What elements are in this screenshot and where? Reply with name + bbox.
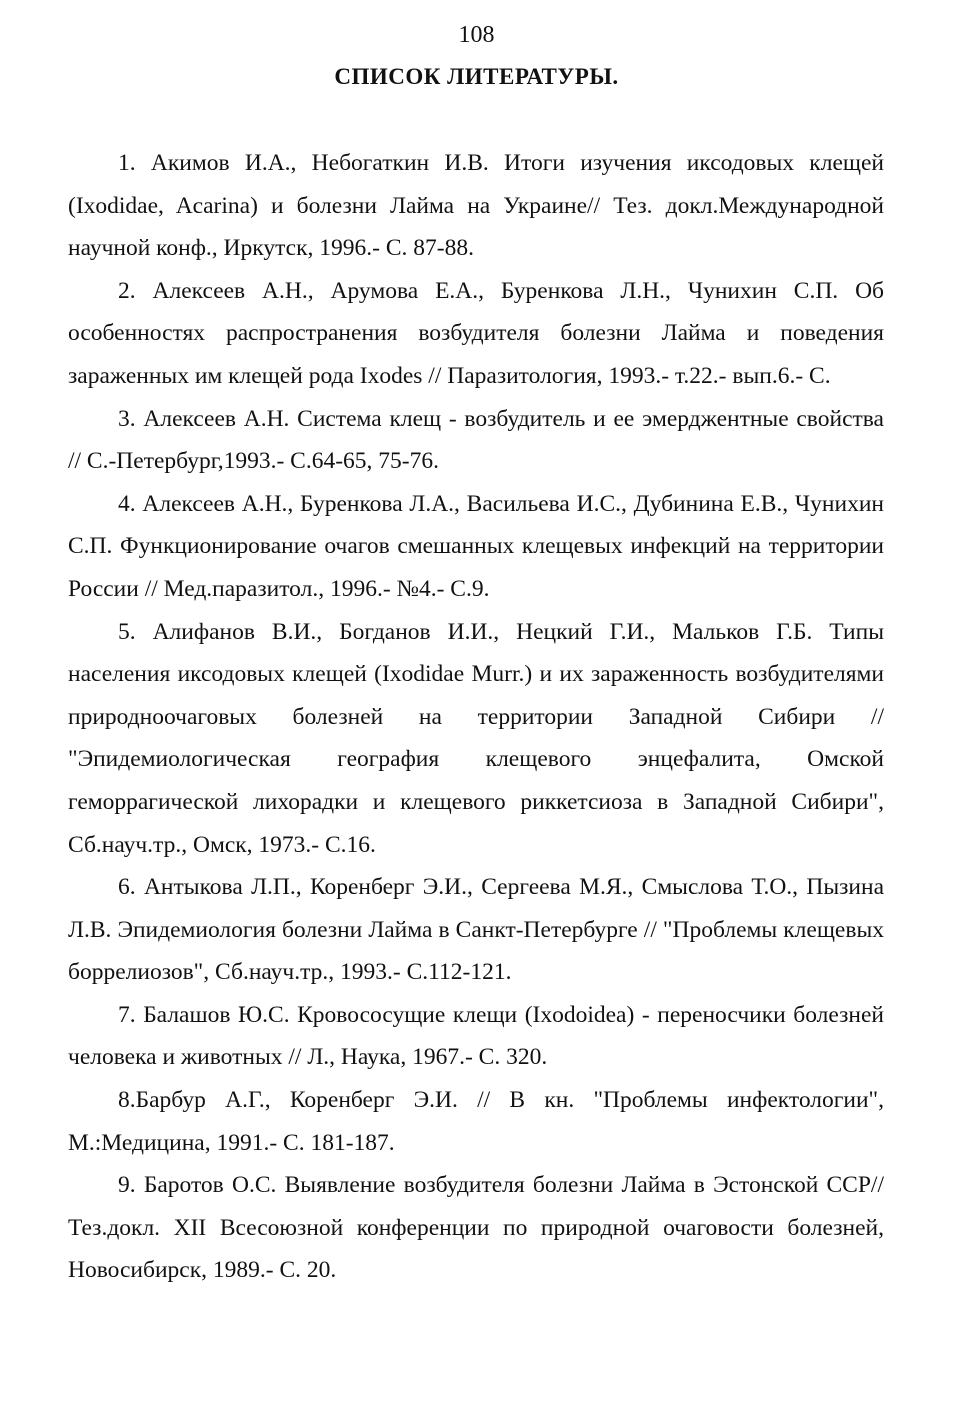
reference-list xyxy=(68,142,884,1292)
reference-item: 5. Алифанов В.И., Богданов И.И., Нецкий Г.И., Мальков Г.Б. Типы населения иксодовых клещей (Ixodidae Murr.) и их зараженность возбудителями природноочаговых болезней на территории Западной Сибири // "Эпидемиологическая география клещевого энцефалита, Омской геморрагической лихорадки и клещевого риккетсиоза в Западной Сибири", Сб.науч.тр., Омск, 1973.- С.16. xyxy=(68,618,884,858)
reference-item: 4. Алексеев А.Н., Буренкова Л.А., Васильева И.С., Дубинина Е.В., Чунихин С.П. Функционирование очагов смешанных клещевых инфекций на территории России // Мед.паразитол., 1996.- №4.- С.9. xyxy=(68,490,884,602)
reference-item: 3. Алексеев А.Н. Система клещ - возбудитель и ее эмерджентные свойства // С.-Петербург,1993.- С.64-65, 75-76. xyxy=(68,405,884,475)
reference-item: 1. Акимов И.А., Небогаткин И.В. Итоги изучения иксодовых клещей (Ixodidae, Acarina) и болезни Лайма на Украине// Тез. докл.Международной научной конф., Иркутск, 1996.- С. 87-88. xyxy=(68,150,884,262)
reference-item: 7. Балашов Ю.С. Кровососущие клещи (Ixodoidea) - переносчики болезней человека и животных // Л., Наука, 1967.- С. 320. xyxy=(68,1001,884,1071)
reference-item: 6. Антыкова Л.П., Коренберг Э.И., Сергеева М.Я., Смыслова Т.О., Пызина Л.В. Эпидемиология болезни Лайма в Санкт-Петербурге // "Проблемы клещевых боррелиозов", Сб.науч.тр., 1993.- С.112-121. xyxy=(68,874,884,986)
page-number: 108 xyxy=(458,22,495,48)
reference-item: 9. Баротов О.С. Выявление возбудителя болезни Лайма в Эстонской ССР// Тез.докл. XII Всесоюзной конференции по природной очаговости болезней, Новосибирск, 1989.- С. 20. xyxy=(68,1172,884,1284)
reference-item: 2. Алексеев А.Н., Арумова Е.А., Буренкова Л.Н., Чунихин С.П. Об особенностях распространения возбудителя болезни Лайма и поведения зараженных им клещей рода Ixodes // Паразитология, 1993.- т.22.- вып.6.- С. xyxy=(68,277,884,389)
page-title: СПИСОК ЛИТЕРАТУРЫ. xyxy=(334,64,619,89)
reference-item: 8.Барбур А.Г., Коренберг Э.И. // В кн. "Проблемы инфектологии", М.:Медицина, 1991.- С. 181-187. xyxy=(68,1087,884,1156)
